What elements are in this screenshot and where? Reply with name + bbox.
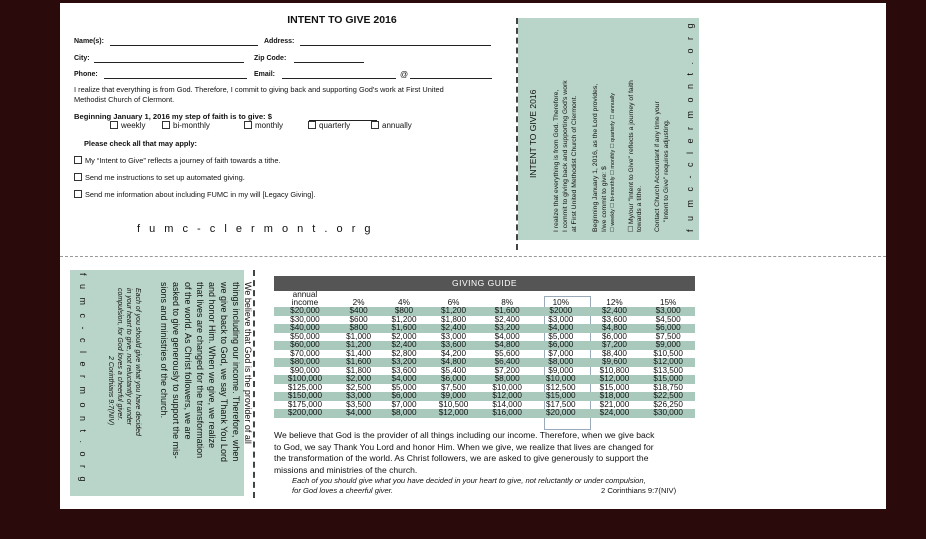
- table-cell: $400: [336, 307, 381, 316]
- header-pct-4: 10%: [552, 298, 569, 307]
- checkbox-icon: [244, 121, 252, 129]
- table-cell: $8,000: [381, 409, 426, 418]
- guide-para-4: missions and ministries of the church.: [274, 464, 418, 475]
- table-row: [274, 409, 695, 418]
- table-cell: $12,000: [641, 358, 695, 367]
- back-body-3: we give back to God, we say Thank You Lord: [219, 282, 229, 462]
- header-pct-6: 15%: [659, 298, 677, 307]
- table-cell: $24,000: [588, 409, 642, 418]
- table-cell: $7,000: [548, 348, 574, 358]
- table-cell: $800: [381, 307, 426, 316]
- guide-verse-1: Each of you should give what you have decided in your heart to give, not reluctantly or under compulsion,: [292, 476, 646, 485]
- table-cell: $10,800: [599, 365, 630, 375]
- names-field[interactable]: [110, 45, 258, 46]
- table-cell: $50,000: [290, 331, 320, 341]
- table-row: [274, 367, 695, 376]
- stub-line-6: ☐ weekly ☐ bi-monthly ☐ monthly ☐ quarterly ☐ annually: [610, 93, 616, 232]
- header-pct-5: 12%: [606, 298, 623, 307]
- table-cell: $2,400: [588, 307, 642, 316]
- back-body-1: We believe that God is the provider of all: [243, 282, 253, 444]
- table-cell: $3,500: [346, 399, 372, 409]
- table-cell: $12,500: [546, 382, 576, 392]
- top-stub: [518, 18, 699, 240]
- table-cell: $1,800: [346, 365, 372, 375]
- table-cell: $1,600: [336, 358, 381, 367]
- guide-para-2: to God, we say Thank You Lord and honor Him. When we give, we realize that lives are changed for: [274, 441, 654, 452]
- back-verse-2: in your heart to give, not reluctantly or under: [125, 288, 132, 425]
- opt-quarterly[interactable]: quarterly: [308, 121, 350, 131]
- back-verse-3: compulsion, for God loves a cheerful giver.: [116, 288, 123, 421]
- stub-line-1: I realize that everything is from God. Therefore,: [553, 89, 560, 232]
- table-row: [274, 324, 695, 333]
- table-cell: $4,800: [588, 324, 642, 333]
- table-cell: $15,000: [599, 382, 630, 392]
- table-cell: $30,000: [290, 314, 320, 324]
- table-row: [274, 384, 695, 393]
- table-cell: $1,600: [381, 324, 426, 333]
- table-cell: $3,200: [381, 358, 426, 367]
- table-cell: $6,000: [381, 392, 426, 401]
- table-cell: $2,400: [381, 341, 426, 350]
- table-cell: $4,500: [655, 314, 681, 324]
- table-row: [274, 316, 695, 325]
- table-cell: $12,000: [427, 409, 481, 418]
- table-row: [274, 401, 695, 410]
- table-cell: $150,000: [274, 392, 336, 401]
- table-cell: $1,600: [480, 307, 534, 316]
- table-cell: $10,000: [492, 382, 522, 392]
- table-cell: $6,000: [601, 331, 627, 341]
- table-cell: $100,000: [274, 375, 336, 384]
- table-cell: $2,000: [391, 331, 417, 341]
- table-cell: $40,000: [274, 324, 336, 333]
- table-cell: $3,600: [601, 314, 627, 324]
- table-cell: $2,000: [336, 375, 381, 384]
- check-item-automated[interactable]: Send me instructions to set up automated giving.: [74, 173, 245, 183]
- stub-line-9: Contact Church Accountant if any time your: [654, 101, 661, 232]
- giving-guide-title: GIVING GUIDE: [274, 276, 695, 291]
- check-item-tithe[interactable]: My “Intent to Give” reflects a journey of faith towards a tithe.: [74, 156, 281, 166]
- table-cell: $8,000: [480, 375, 534, 384]
- back-body-8: sions and ministries of the church.: [159, 282, 169, 419]
- table-cell: $3,200: [480, 324, 534, 333]
- table-cell: $3,000: [548, 314, 574, 324]
- opt-weekly[interactable]: weekly: [110, 121, 145, 131]
- table-cell: $8,400: [601, 348, 627, 358]
- table-cell: $16,000: [480, 409, 534, 418]
- check-item-legacy[interactable]: Send me information about including FUMC in my will [Legacy Giving].: [74, 190, 315, 200]
- checkbox-icon: [74, 190, 82, 198]
- table-cell: $200,000: [274, 409, 336, 418]
- table-cell: $2,500: [346, 382, 372, 392]
- table-cell: $80,000: [274, 358, 336, 367]
- table-cell: $1,200: [391, 314, 417, 324]
- table-cell: $6,000: [427, 375, 481, 384]
- table-cell: $4,000: [336, 409, 381, 418]
- checkbox-icon: [74, 156, 82, 164]
- table-cell: $3,000: [440, 331, 467, 341]
- table-row: [274, 375, 695, 384]
- table-cell: $3,000: [336, 392, 381, 401]
- city-field[interactable]: [94, 62, 244, 63]
- checkbox-icon: [162, 121, 170, 129]
- table-cell: $5,000: [391, 382, 417, 392]
- table-cell: $7,000: [391, 399, 417, 409]
- header-pct-3: 8%: [501, 298, 514, 307]
- opt-monthly[interactable]: monthly: [244, 121, 283, 131]
- back-body-5: that lives are changed for the transformation: [195, 282, 205, 459]
- table-cell: $1,800: [440, 314, 467, 324]
- table-cell: $22,500: [641, 392, 695, 401]
- table-cell: $13,500: [653, 365, 683, 375]
- perforation-bottom: [253, 270, 255, 498]
- table-cell: $4,200: [440, 348, 467, 358]
- table-cell: $7,500: [655, 331, 681, 341]
- back-verse-1: Each of you should give what you have decided: [134, 288, 141, 436]
- table-cell: $6,400: [480, 358, 534, 367]
- back-body-4: and honor Him. When we give, we realize: [207, 282, 217, 449]
- form-title: INTENT TO GIVE 2016: [287, 14, 397, 26]
- opt-annually[interactable]: annually: [371, 121, 412, 131]
- table-cell: $2,800: [391, 348, 417, 358]
- table-cell: $800: [336, 324, 381, 333]
- stub-line-4: Beginning January 1, 2016, as the Lord provides,: [592, 83, 599, 232]
- table-cell: $1,000: [346, 331, 372, 341]
- table-row: [274, 358, 695, 367]
- table-cell: $20,000: [534, 409, 588, 418]
- table-cell: $3,600: [427, 341, 481, 350]
- bottom-stub: [70, 270, 244, 496]
- table-cell: $26,250: [653, 399, 683, 409]
- back-body-6: of the world. As Christ followers, we are: [183, 282, 193, 440]
- table-cell: $4,800: [480, 341, 534, 350]
- stub-line-8: towards a tithe.: [636, 185, 643, 232]
- checkbox-icon: [74, 173, 82, 181]
- step-text: Beginning January 1, 2016 my step of faith is to give: $: [74, 112, 272, 121]
- table-cell: $90,000: [290, 365, 320, 375]
- table-cell: $14,000: [492, 399, 522, 409]
- header-annual: annual: [292, 290, 318, 299]
- table-cell: $8,000: [534, 358, 588, 367]
- stub-website: f u m c - c l e r m o n t . o r g: [685, 20, 695, 232]
- table-cell: $2,400: [494, 314, 520, 324]
- table-cell: $7,200: [494, 365, 520, 375]
- table-cell: $6,000: [641, 324, 695, 333]
- table-cell: $4,800: [427, 358, 481, 367]
- header-pct-1: 4%: [398, 298, 410, 307]
- stub-line-5: I/we commit to give: $: [601, 166, 608, 232]
- table-cell: $10,500: [653, 348, 683, 358]
- table-cell: $21,000: [599, 399, 630, 409]
- table-cell: $175,000: [287, 399, 323, 409]
- email-label: Email:: [254, 71, 276, 78]
- table-cell: $9,000: [641, 341, 695, 350]
- email-domain-field[interactable]: [410, 78, 492, 79]
- table-cell: $1,200: [427, 307, 481, 316]
- table-row: [274, 333, 695, 342]
- table-cell: $10,500: [438, 399, 469, 409]
- stub-title: INTENT TO GIVE 2016: [528, 89, 538, 178]
- guide-verse-2: for God loves a cheerful giver.: [292, 486, 394, 495]
- table-cell: $4,000: [494, 331, 520, 341]
- fold-line: [60, 256, 886, 257]
- zip-field[interactable]: [294, 62, 364, 63]
- zip-label: Zip Code:: [254, 55, 287, 62]
- opt-bimonthly[interactable]: bi-monthly: [162, 121, 210, 131]
- stub-line-7: ☐ My/our "Intent to Give" reflects a journey of faith: [628, 80, 635, 232]
- header-pct-0: 2%: [352, 298, 365, 307]
- address-label: Address:: [264, 38, 295, 45]
- table-cell: $600: [349, 314, 368, 324]
- table-cell: $1,400: [346, 348, 372, 358]
- checkbox-icon: [308, 121, 316, 129]
- table-cell: $12,000: [588, 375, 642, 384]
- commit-text-1: I realize that everything is from God. Therefore, I commit to giving back and supporting God's work at First United: [74, 85, 444, 94]
- stub-line-2: I commit to giving back and supporting God's work: [562, 80, 569, 232]
- table-cell: $1,200: [336, 341, 381, 350]
- email-user-field[interactable]: [282, 78, 396, 79]
- table-cell: $2,400: [427, 324, 481, 333]
- check-heading: Please check all that may apply:: [84, 139, 197, 148]
- table-cell: $15,000: [641, 375, 695, 384]
- table-cell: $5,000: [548, 331, 574, 341]
- table-row: [274, 392, 695, 401]
- checkbox-icon: [371, 121, 379, 129]
- guide-verse-ref: 2 Corinthians 9:7(NIV): [601, 486, 677, 495]
- table-cell: $70,000: [290, 348, 320, 358]
- table-cell: $30,000: [641, 409, 695, 418]
- names-label: Name(s):: [74, 38, 104, 45]
- table-cell: $18,000: [588, 392, 642, 401]
- table-cell: $15,000: [534, 392, 588, 401]
- guide-para-1: We believe that God is the provider of all things including our income. Therefore, when we give back: [274, 430, 655, 440]
- header-income: income: [291, 298, 319, 307]
- table-cell: $4,000: [381, 375, 426, 384]
- table-cell: $9,000: [548, 365, 574, 375]
- giving-guide-table: [274, 291, 695, 418]
- table-cell: $7,500: [440, 382, 467, 392]
- checkbox-icon: [110, 121, 118, 129]
- back-verse-ref: 2 Corinthians 9:7(NIV): [107, 356, 114, 426]
- back-body-7: asked to give generously to support the mis-: [171, 282, 181, 459]
- table-cell: $20,000: [274, 307, 336, 316]
- table-cell: $18,750: [653, 382, 683, 392]
- table-cell: $3,600: [391, 365, 417, 375]
- guide-para-3: the transformation of the world. As Christ followers, we are asked to give generously to support the: [274, 453, 649, 463]
- stub-line-10: "Intent to Give" requires adjusting.: [663, 119, 670, 222]
- table-cell: $9,000: [427, 392, 481, 401]
- table-cell: $7,200: [588, 341, 642, 350]
- table-row: [274, 307, 695, 316]
- phone-field[interactable]: [104, 78, 247, 79]
- back-body-2: things including our income. Therefore, when: [231, 282, 241, 462]
- table-cell: $12,000: [480, 392, 534, 401]
- table-cell: $17,500: [546, 399, 576, 409]
- table-cell: $5,400: [440, 365, 467, 375]
- table-cell: $5,600: [494, 348, 520, 358]
- table-cell: $4,000: [534, 324, 588, 333]
- table-cell: $10,000: [534, 375, 588, 384]
- table-cell: $3,000: [641, 307, 695, 316]
- at-sign: @: [400, 70, 409, 79]
- table-cell: $2000: [534, 307, 588, 316]
- table-row: [274, 341, 695, 350]
- table-cell: $9,600: [588, 358, 642, 367]
- table-cell: $6,000: [534, 341, 588, 350]
- stub-line-3: at First United Methodist Church of Clermont.: [571, 95, 578, 232]
- address-field[interactable]: [300, 45, 491, 46]
- header-pct-2: 6%: [447, 298, 460, 307]
- form-website: f u m c - c l e r m o n t . o r g: [137, 223, 374, 235]
- table-cell: $125,000: [287, 382, 323, 392]
- city-label: City:: [74, 55, 90, 62]
- commit-text-2: Methodist Church of Clermont.: [74, 95, 175, 104]
- table-row: [274, 350, 695, 359]
- phone-label: Phone:: [74, 71, 98, 78]
- table-cell: $60,000: [274, 341, 336, 350]
- back-website: f u m c - c l e r m o n t . o r g: [78, 273, 88, 485]
